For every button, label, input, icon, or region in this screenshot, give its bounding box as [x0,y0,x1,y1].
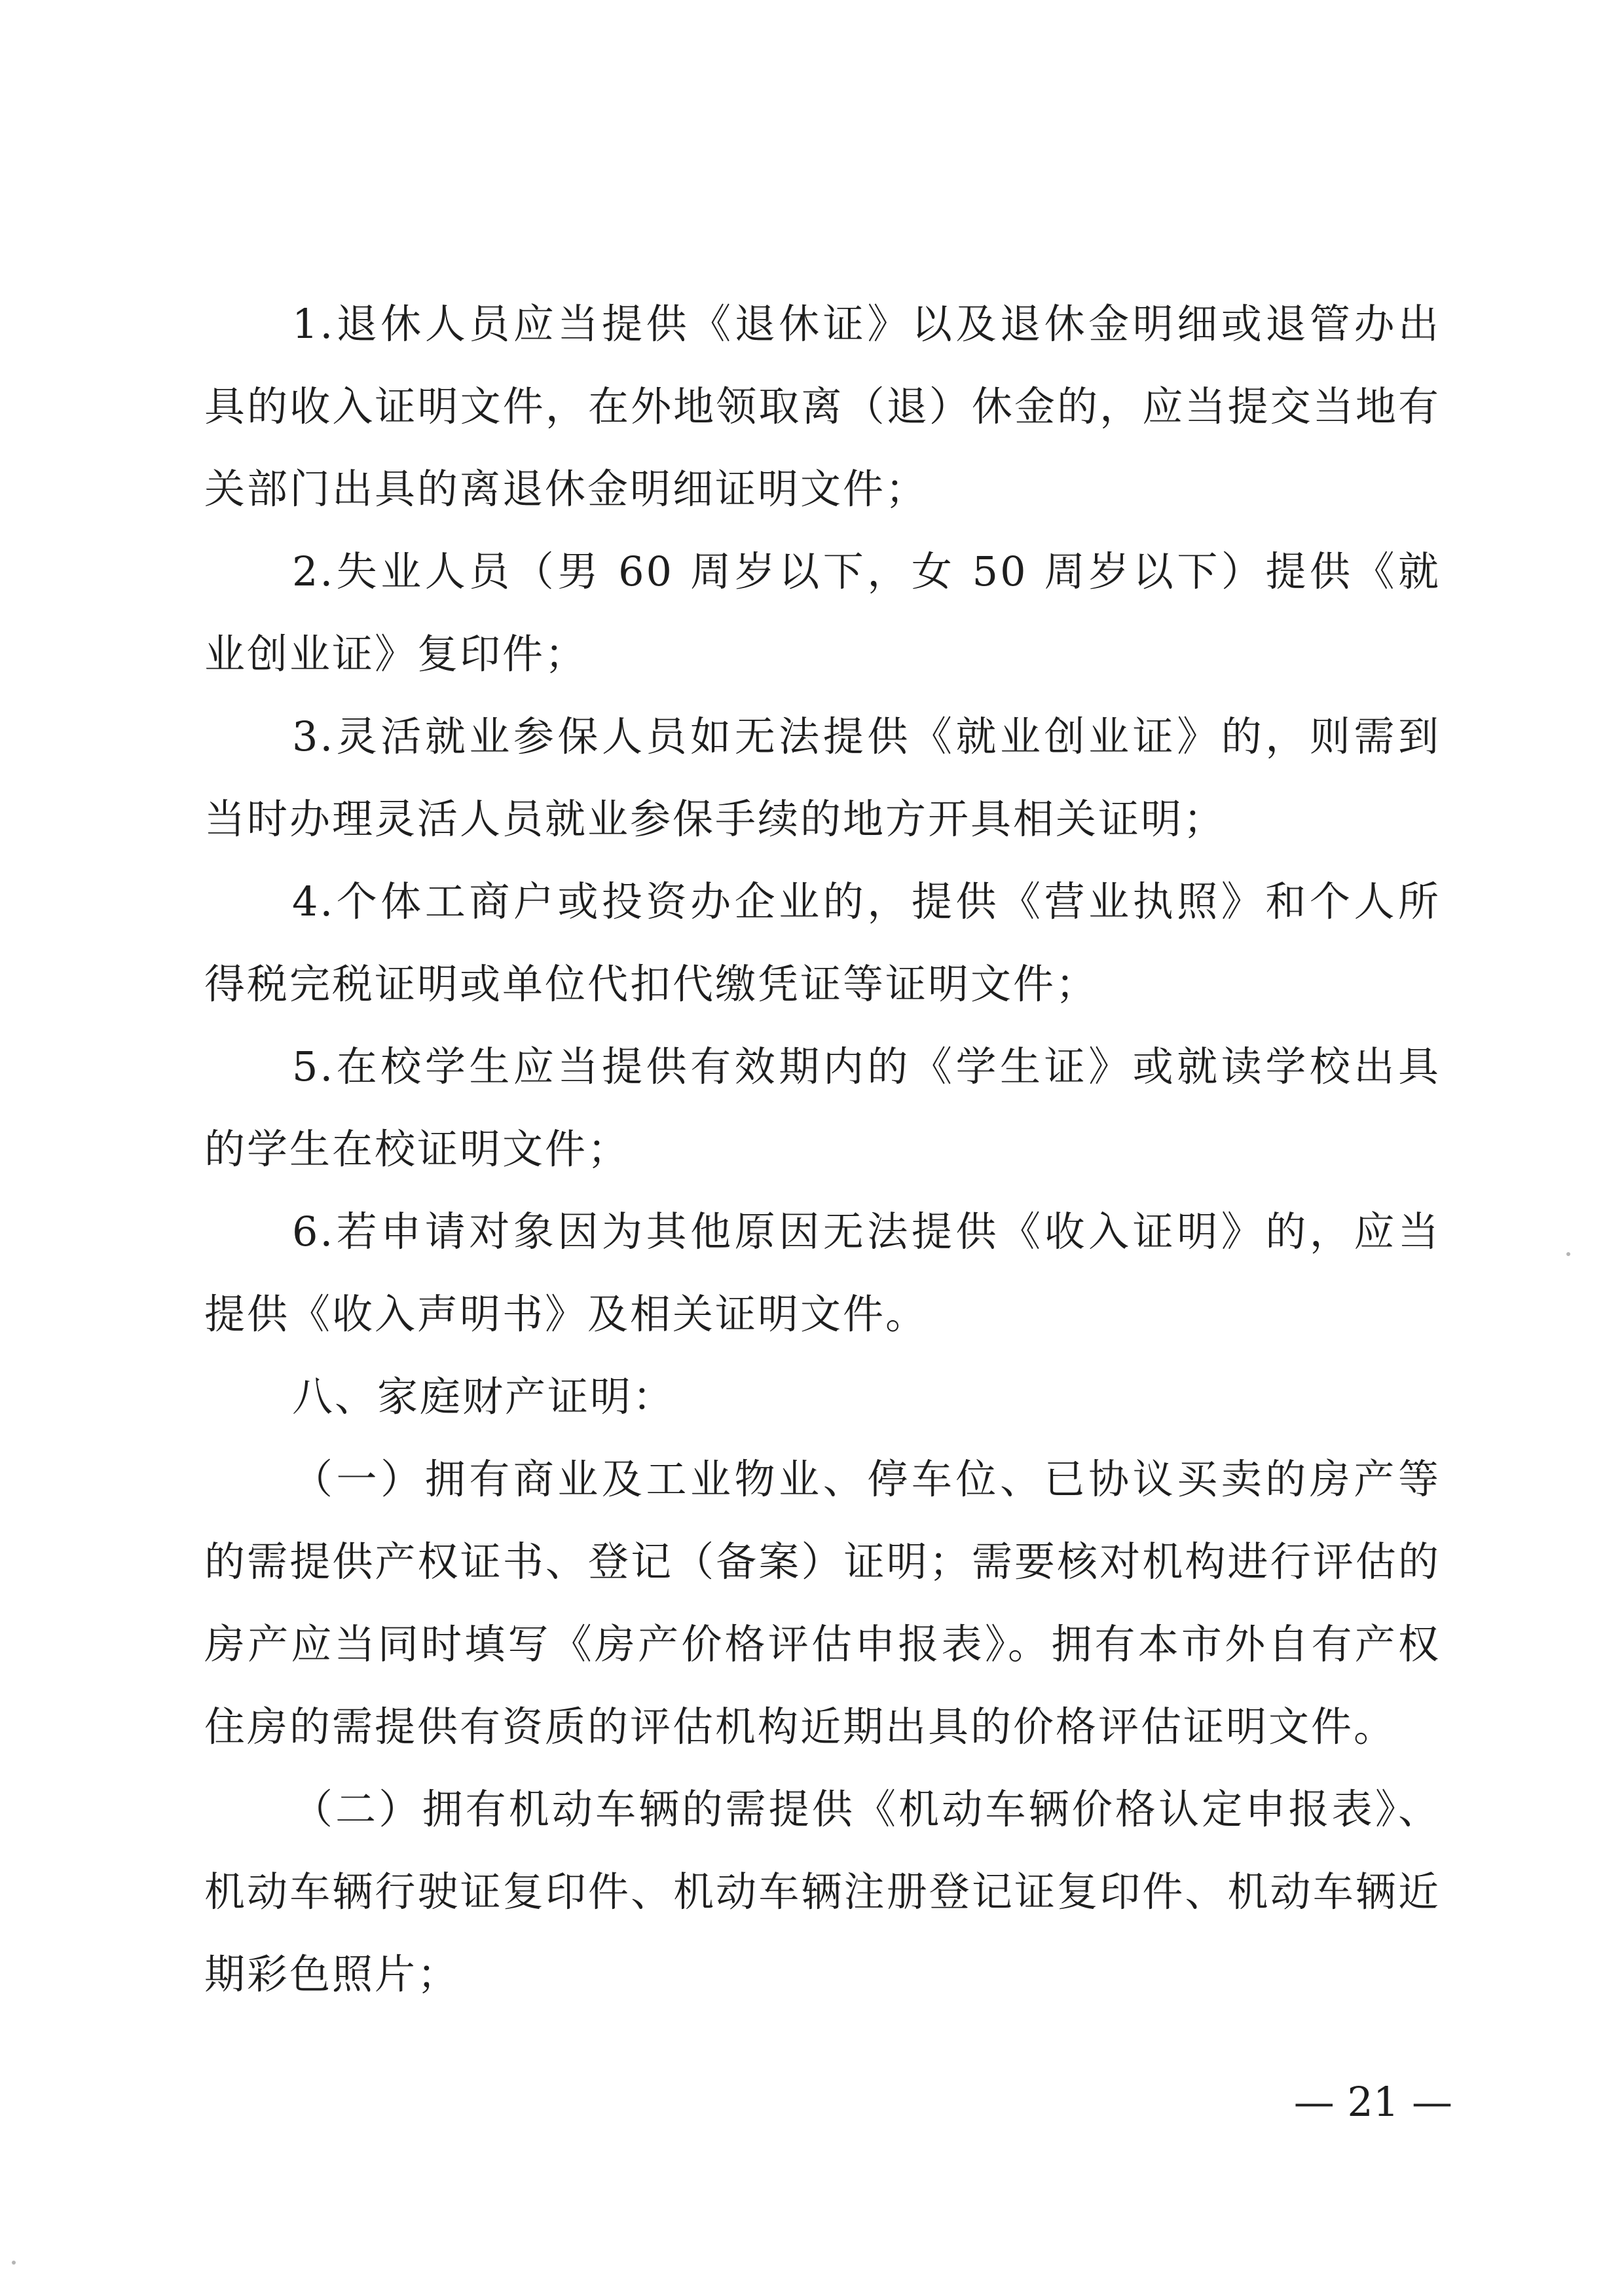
paragraph-retiree-income-proof: 1.退休人员应当提供《退休证》以及退休金明细或退管办出具的收入证明文件，在外地领取离（退）休金的，应当提交当地有关部门出具的离退休金明细证明文件； [204,300,1441,513]
document-body [204,283,1441,2016]
paragraph-income-declaration: 6.若申请对象因为其他原因无法提供《收入证明》的，应当提供《收入声明书》及相关证明文件。 [204,1208,1441,1338]
section-heading-family-property: 八、家庭财产证明： [292,1373,676,1420]
page-number: — 21 — [1293,2078,1452,2126]
paragraph-business-owner-proof: 4.个体工商户或投资办企业的，提供《营业执照》和个人所得税完税证明或单位代扣代缴凭证等证明文件； [204,878,1441,1008]
paragraph-vehicle-proof: （二）拥有机动车辆的需提供《机动车辆价格认定申报表》、机动车辆行驶证复印件、机动车辆注册登记证复印件、机动车辆近期彩色照片； [204,1785,1441,1998]
paragraph-student-proof: 5.在校学生应当提供有效期内的《学生证》或就读学校出具的学生在校证明文件； [204,1043,1441,1173]
paragraph-property-proof: （一）拥有商业及工业物业、停车位、已协议买卖的房产等的需提供产权证书、登记（备案）证明；需要核对机构进行评估的房产应当同时填写《房产价格评估申报表》。拥有本市外自有产权住房的需提供有资质的评估机构近期出具的价格评估证明文件。 [204,1455,1441,1750]
paragraph-flexible-employment-proof: 3.灵活就业参保人员如无法提供《就业创业证》的，则需到当时办理灵活人员就业参保手续的地方开具相关证明； [204,713,1441,843]
paragraph-unemployed-proof: 2.失业人员（男 60 周岁以下，女 50 周岁以下）提供《就业创业证》复印件； [204,547,1441,678]
scan-speck [1566,1252,1570,1256]
scan-speck [12,2261,16,2265]
